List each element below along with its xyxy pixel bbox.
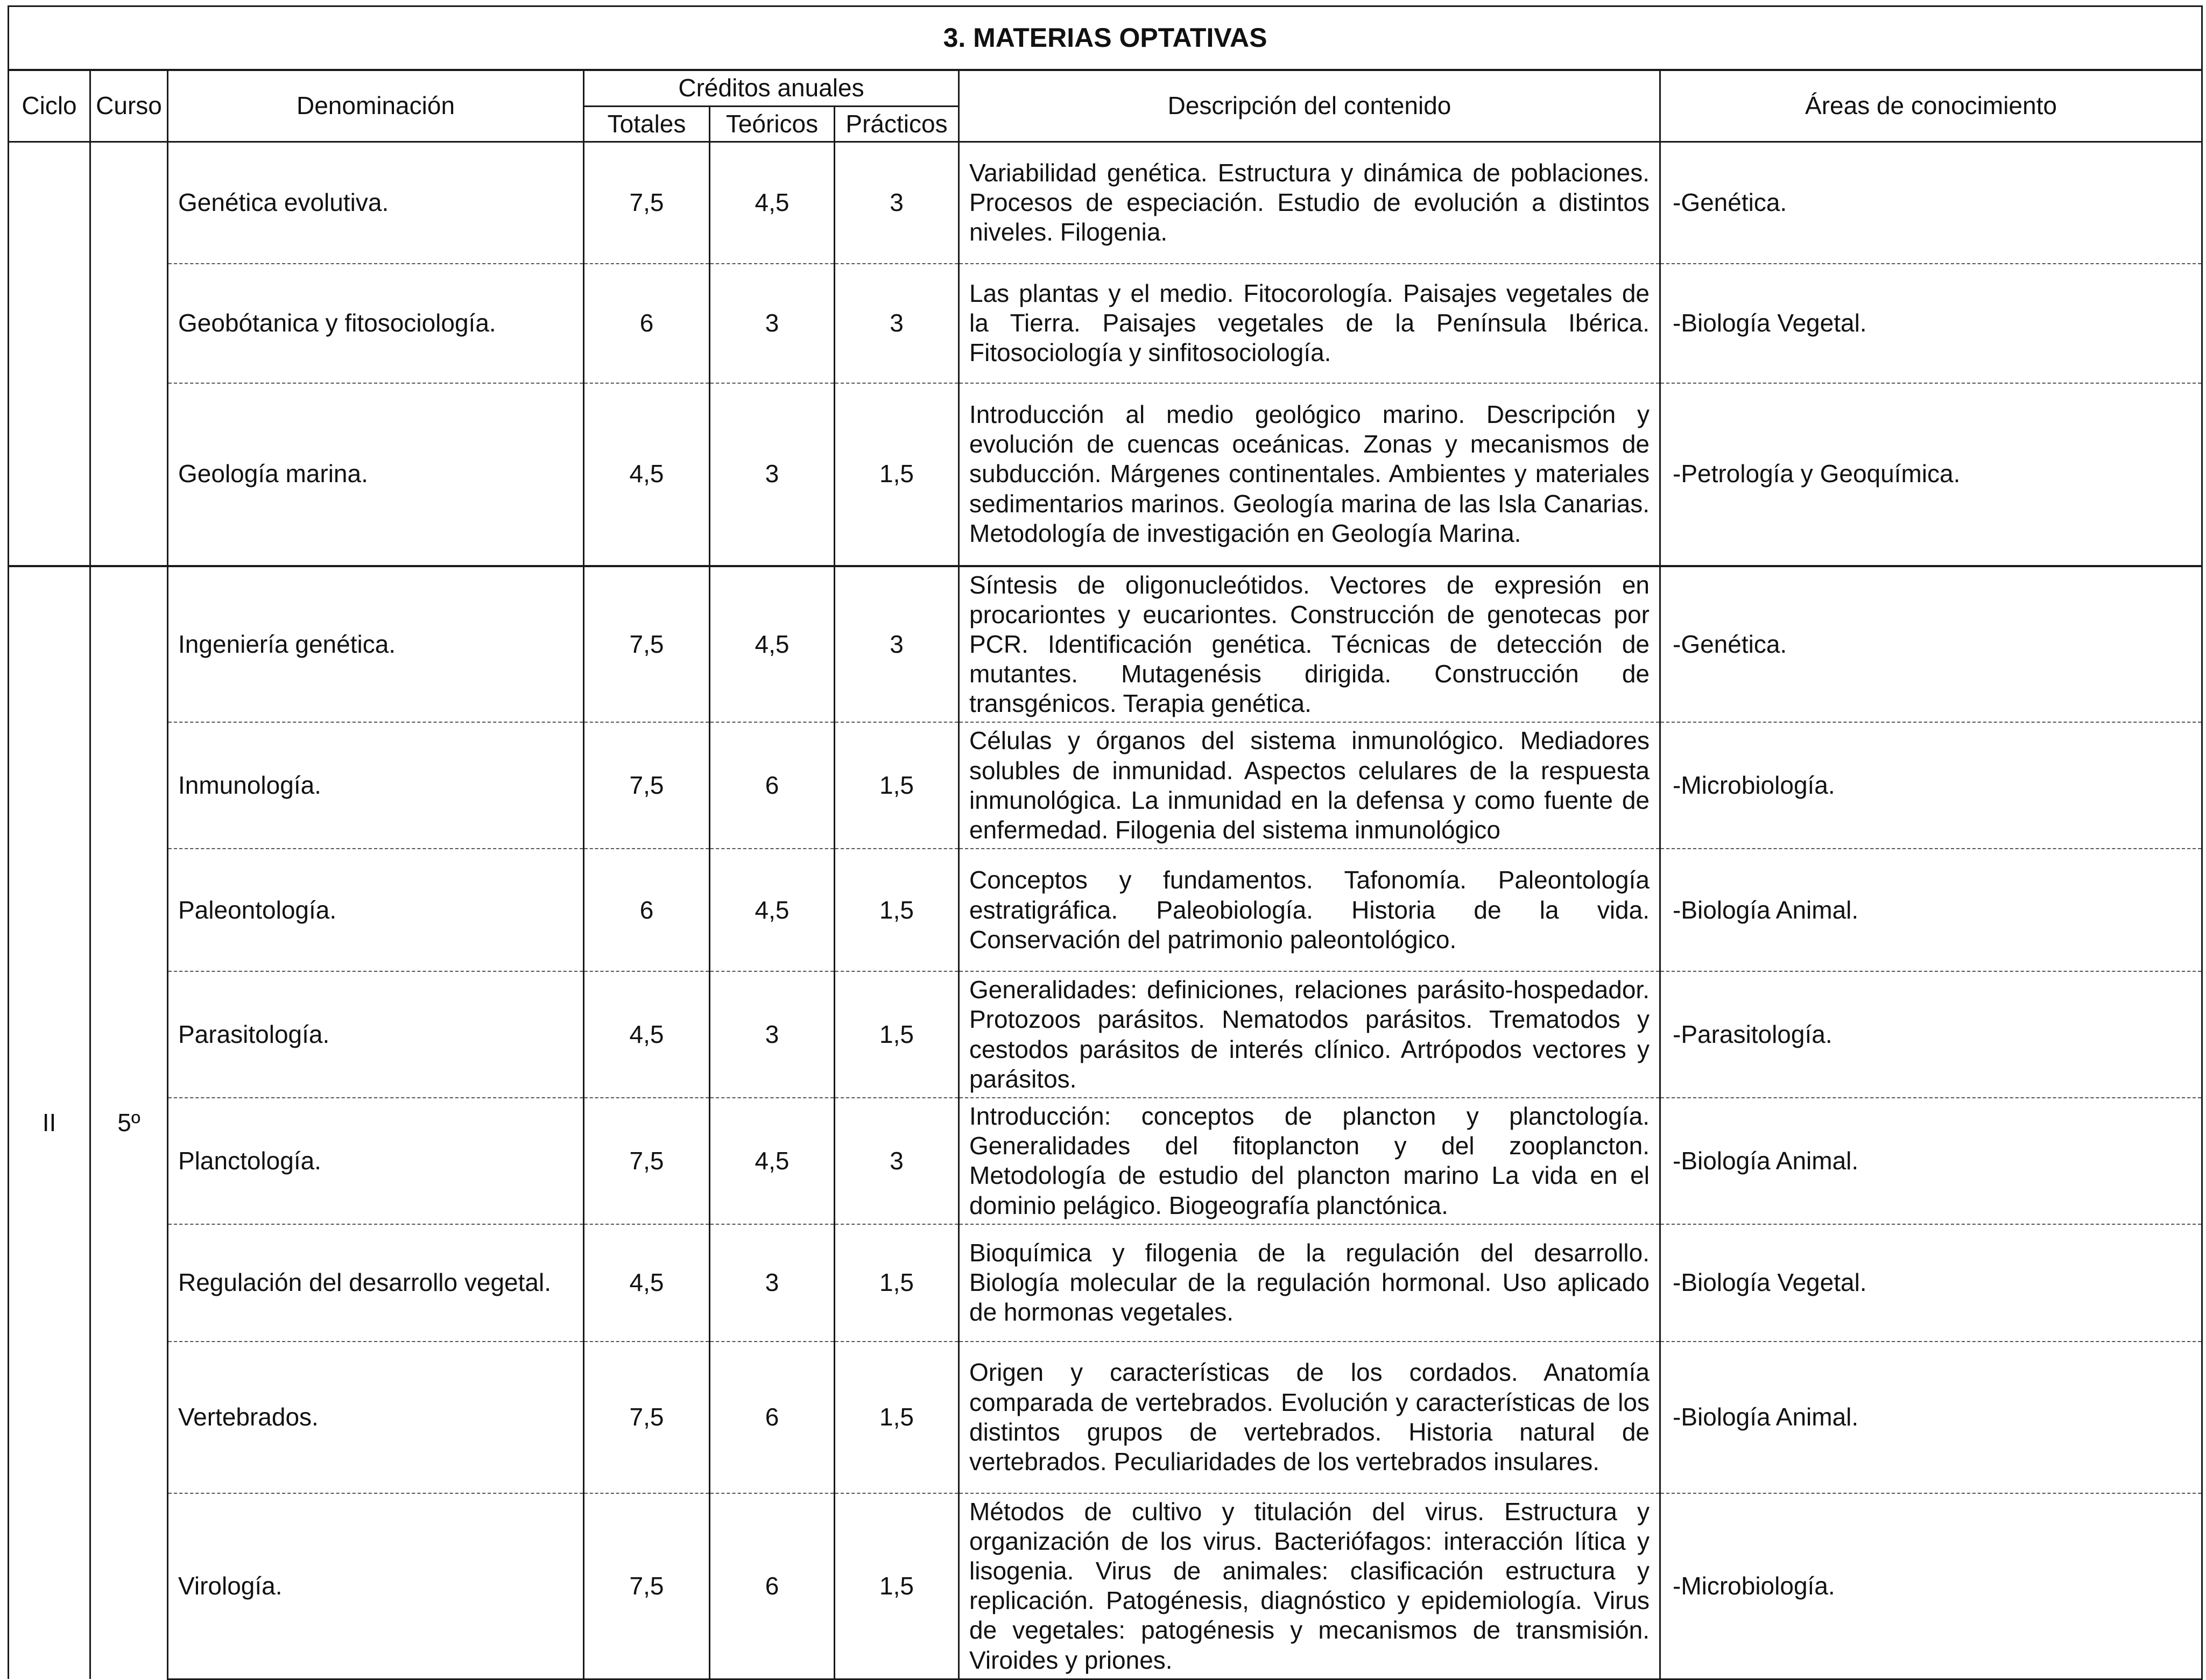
denominacion-cell: Genética evolutiva. — [168, 142, 584, 264]
area-cell: -Genética. — [1660, 566, 2202, 723]
denominacion-cell: Vertebrados. — [168, 1342, 584, 1493]
header-teoricos: Teóricos — [710, 107, 835, 142]
practicos-cell: 3 — [835, 264, 959, 383]
table-row — [9, 566, 2202, 723]
totales-cell: 7,5 — [584, 1342, 710, 1493]
curso-cell-2: 5º — [90, 566, 168, 1679]
descripcion-cell: Introducción al medio geológico marino. Descripción y evolución de cuencas oceánicas. Zonas y mecanismos de subducción. Márgenes continentales. Ambientes y materiales sedimentarios marinos. Geología marina de las Isla Canarias. Metodología de investigación en Geología Marina. — [959, 383, 1660, 566]
descripcion-cell: Introducción: conceptos de plancton y planctología. Generalidades del fitoplancton y del zooplancton. Metodología de estudio del plancton marino La vida en el dominio pelágico. Biogeografía planctónica. — [959, 1098, 1660, 1224]
practicos-cell: 3 — [835, 566, 959, 723]
practicos-cell: 1,5 — [835, 1342, 959, 1493]
totales-cell: 6 — [584, 264, 710, 383]
practicos-cell: 1,5 — [835, 849, 959, 971]
denominacion-cell: Parasitología. — [168, 971, 584, 1098]
area-cell: -Microbiología. — [1660, 722, 2202, 849]
teoricos-cell: 6 — [710, 1493, 835, 1679]
area-cell: -Microbiología. — [1660, 1493, 2202, 1679]
totales-cell: 4,5 — [584, 971, 710, 1098]
totales-cell: 6 — [584, 849, 710, 971]
descripcion-cell: Generalidades: definiciones, relaciones parásito-hospedador. Protozoos parásitos. Nematodos parásitos. Trematodos y cestodos parásitos de interés clínico. Artrópodos vectores y parásitos. — [959, 971, 1660, 1098]
area-cell: -Biología Vegetal. — [1660, 1224, 2202, 1342]
descripcion-cell: Bioquímica y filogenia de la regulación del desarrollo. Biología molecular de la regulación hormonal. Uso aplicado de hormonas vegetales. — [959, 1224, 1660, 1342]
table-row — [9, 264, 2202, 383]
denominacion-cell: Inmunología. — [168, 722, 584, 849]
denominacion-cell: Ingeniería genética. — [168, 566, 584, 723]
header-practicos: Prácticos — [835, 107, 959, 142]
teoricos-cell: 6 — [710, 722, 835, 849]
area-cell: -Genética. — [1660, 142, 2202, 264]
teoricos-cell: 6 — [710, 1342, 835, 1493]
header-descripcion: Descripción del contenido — [959, 70, 1660, 142]
denominacion-cell: Planctología. — [168, 1098, 584, 1224]
table-row — [9, 971, 2202, 1098]
area-cell: -Biología Animal. — [1660, 1342, 2202, 1493]
totales-cell: 7,5 — [584, 1098, 710, 1224]
teoricos-cell: 4,5 — [710, 1098, 835, 1224]
denominacion-cell: Geobótanica y fitosociología. — [168, 264, 584, 383]
table-row — [9, 142, 2202, 264]
area-cell: -Biología Animal. — [1660, 849, 2202, 971]
totales-cell: 4,5 — [584, 383, 710, 566]
curso-cell-1 — [90, 142, 168, 566]
totales-cell: 7,5 — [584, 566, 710, 723]
denominacion-cell: Virología. — [168, 1493, 584, 1679]
ciclo-cell-1 — [9, 142, 90, 566]
table-row — [9, 1493, 2202, 1679]
totales-cell: 7,5 — [584, 142, 710, 264]
descripcion-cell: Las plantas y el medio. Fitocorología. Paisajes vegetales de la Tierra. Paisajes vegetales de la Península Ibérica. Fitosociología y sinfitosociología. — [959, 264, 1660, 383]
teoricos-cell: 4,5 — [710, 142, 835, 264]
denominacion-cell: Geología marina. — [168, 383, 584, 566]
teoricos-cell: 3 — [710, 383, 835, 566]
header-denominacion: Denominación — [168, 70, 584, 142]
descripcion-cell: Síntesis de oligonucleótidos. Vectores de expresión en procariontes y eucariontes. Construcción de genotecas por PCR. Identificación genética. Técnicas de detección de mutantes. Mutagenésis dirigida. Construcción de transgénicos. Terapia genética. — [959, 566, 1660, 723]
header-areas: Áreas de conocimiento — [1660, 70, 2202, 142]
descripcion-cell: Variabilidad genética. Estructura y dinámica de poblaciones. Procesos de especiación. Estudio de evolución a distintos niveles. Filogenia. — [959, 142, 1660, 264]
area-cell: -Biología Animal. — [1660, 1098, 2202, 1224]
table-row — [9, 1224, 2202, 1342]
totales-cell: 4,5 — [584, 1224, 710, 1342]
table-row — [9, 722, 2202, 849]
descripcion-cell: Métodos de cultivo y titulación del virus. Estructura y organización de los virus. Bacteriófagos: interacción lítica y lisogenia. Virus de animales: clasificación estructura y replicación. Patogénesis, diagnóstico y epidemiología. Virus de vegetales: patogénesis y mecanismos de transmisión. Viroides y priones. — [959, 1493, 1660, 1679]
descripcion-cell: Conceptos y fundamentos. Tafonomía. Paleontología estratigráfica. Paleobiología. Historia de la vida. Conservación del patrimonio paleontológico. — [959, 849, 1660, 971]
practicos-cell: 1,5 — [835, 722, 959, 849]
header-creditos-anuales: Créditos anuales — [584, 70, 959, 107]
optional-subjects-table — [8, 5, 2203, 1680]
denominacion-cell: Regulación del desarrollo vegetal. — [168, 1224, 584, 1342]
table-row — [9, 849, 2202, 971]
teoricos-cell: 3 — [710, 264, 835, 383]
table-row — [9, 1342, 2202, 1493]
teoricos-cell: 3 — [710, 1224, 835, 1342]
denominacion-cell: Paleontología. — [168, 849, 584, 971]
descripcion-cell: Células y órganos del sistema inmunológico. Mediadores solubles de inmunidad. Aspectos celulares de la respuesta inmunológica. La inmunidad en la defensa y como fuente de enfermedad. Filogenia del sistema inmunológico — [959, 722, 1660, 849]
header-ciclo: Ciclo — [9, 70, 90, 142]
table-row — [9, 1098, 2202, 1224]
teoricos-cell: 4,5 — [710, 566, 835, 723]
teoricos-cell: 4,5 — [710, 849, 835, 971]
teoricos-cell: 3 — [710, 971, 835, 1098]
table-title: 3. MATERIAS OPTATIVAS — [9, 6, 2202, 70]
totales-cell: 7,5 — [584, 722, 710, 849]
header-curso: Curso — [90, 70, 168, 142]
practicos-cell: 1,5 — [835, 971, 959, 1098]
practicos-cell: 3 — [835, 1098, 959, 1224]
descripcion-cell: Origen y características de los cordados. Anatomía comparada de vertebrados. Evolución y características de los distintos grupos de vertebrados. Historia natural de vertebrados. Peculiaridades de los vertebrados insulares. — [959, 1342, 1660, 1493]
area-cell: -Petrología y Geoquímica. — [1660, 383, 2202, 566]
practicos-cell: 1,5 — [835, 1224, 959, 1342]
practicos-cell: 1,5 — [835, 1493, 959, 1679]
practicos-cell: 1,5 — [835, 383, 959, 566]
area-cell: -Biología Vegetal. — [1660, 264, 2202, 383]
practicos-cell: 3 — [835, 142, 959, 264]
table-row — [9, 383, 2202, 566]
totales-cell: 7,5 — [584, 1493, 710, 1679]
area-cell: -Parasitología. — [1660, 971, 2202, 1098]
ciclo-cell-2: II — [9, 566, 90, 1679]
header-totales: Totales — [584, 107, 710, 142]
